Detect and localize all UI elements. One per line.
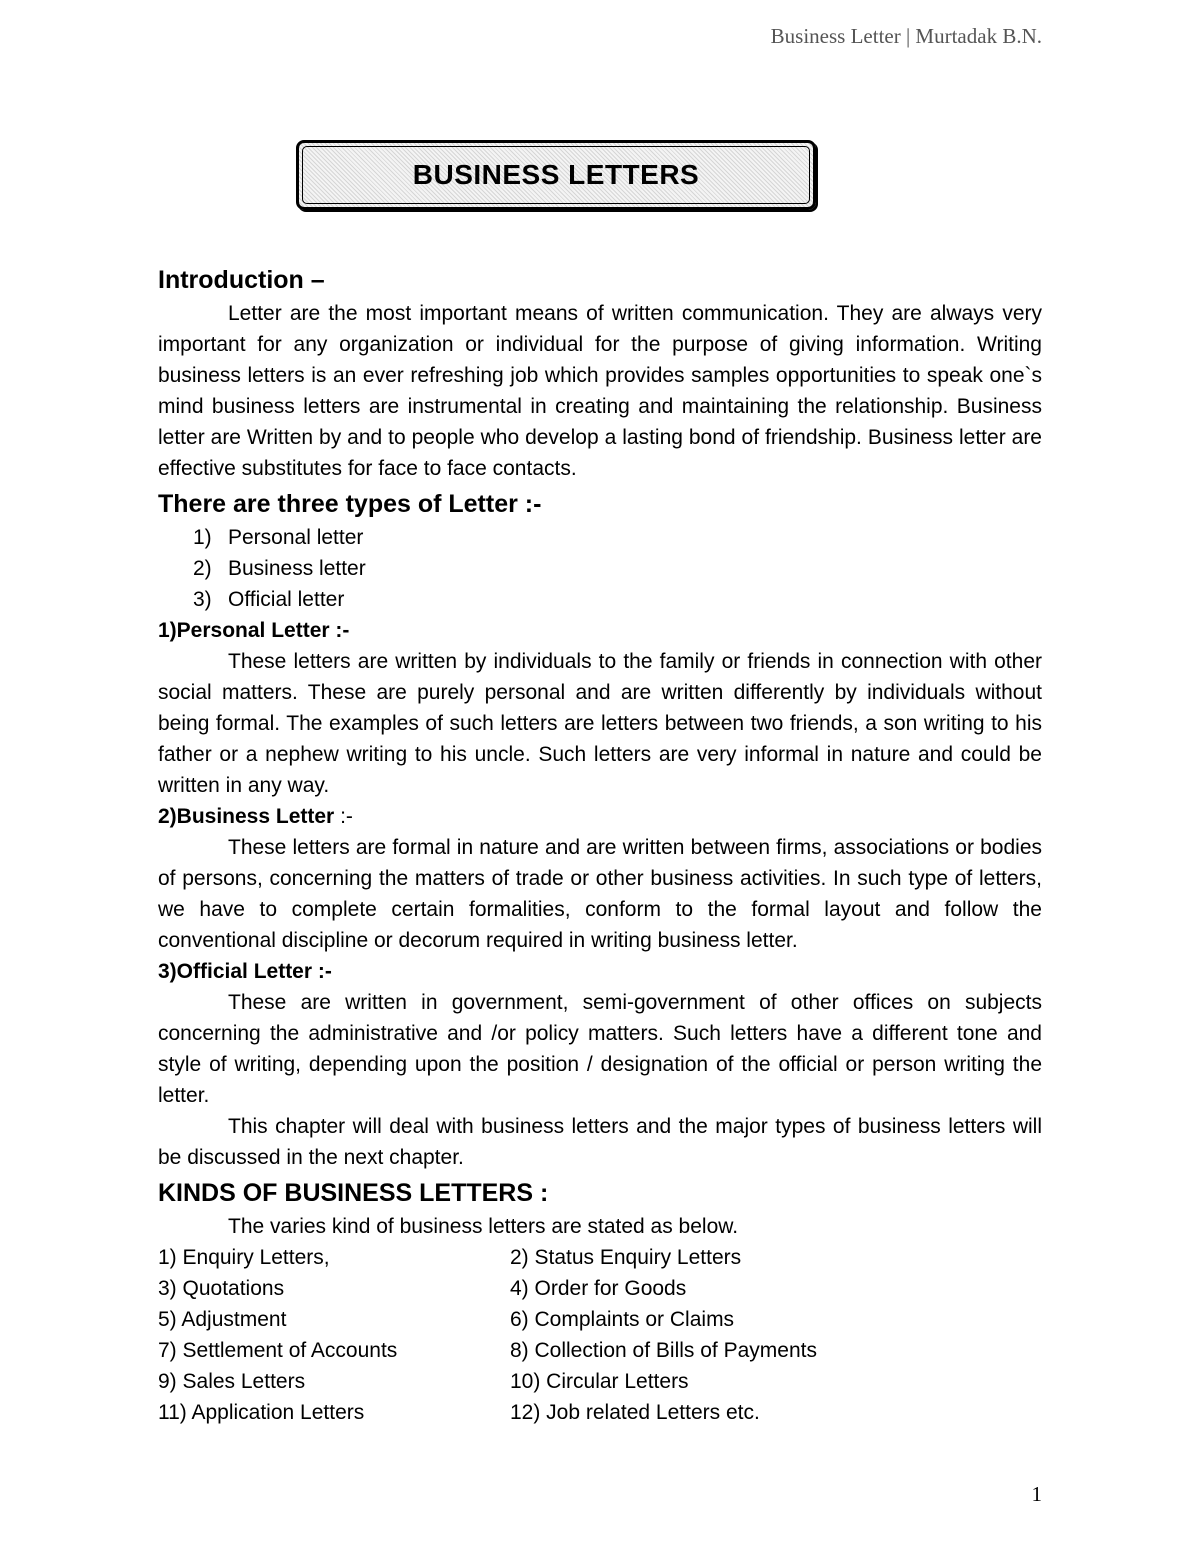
- business-letter-heading: 2)Business Letter :-: [158, 805, 353, 828]
- list-item: 1) Enquiry Letters,: [158, 1246, 330, 1269]
- list-item: 2) Status Enquiry Letters: [510, 1246, 742, 1269]
- list-item: 8) Collection of Bills of Payments: [510, 1339, 817, 1362]
- list-item: 6) Complaints or Claims: [510, 1308, 735, 1331]
- running-header: Business Letter | Murtadak B.N.: [770, 24, 1042, 48]
- introduction-paragraph: Letter are the most important means of written communication. They are always very important for any organization or individual for the purpose of giving information. Writing business letters is an ever refreshing job which provides samples opportunities to speak one`s mind business letters are instrumental in creating and maintaining the relationship. Business letter are Written by and to people who develop a lasting bond of friendship. Business letter are effective substitutes for face to face contacts.: [158, 302, 1042, 480]
- list-item: 3) Quotations: [158, 1277, 285, 1300]
- list-item: 5) Adjustment: [158, 1308, 287, 1331]
- official-letter-heading: 3)Official Letter :-: [158, 960, 332, 983]
- list-item: 11) Application Letters: [158, 1401, 365, 1424]
- list-item: 4) Order for Goods: [510, 1277, 687, 1300]
- document-body: [158, 262, 1042, 1428]
- official-letter-paragraph: These are written in government, semi-government of other offices on subjects concerning the administrative and /or policy matters. Such letters have a different tone and style of writing, depending upon the position / designation of the official or person writing the letter.: [158, 991, 1042, 1107]
- list-item: 10) Circular Letters: [510, 1370, 689, 1393]
- kinds-list: [158, 1242, 1042, 1428]
- list-item: 2) Business letter: [193, 557, 366, 580]
- personal-letter-heading: 1)Personal Letter :-: [158, 619, 350, 642]
- types-heading: There are three types of Letter :-: [158, 490, 542, 518]
- document-title: BUSINESS LETTERS: [412, 159, 700, 190]
- introduction-heading: Introduction –: [158, 266, 325, 294]
- list-item: 9) Sales Letters: [158, 1370, 306, 1393]
- list-item: 1) Personal letter: [193, 526, 364, 549]
- kinds-heading: KINDS OF BUSINESS LETTERS :: [158, 1179, 549, 1207]
- title-banner: [296, 140, 816, 210]
- kinds-intro: The varies kind of business letters are stated as below.: [228, 1215, 739, 1238]
- list-item: 3) Official letter: [193, 588, 345, 611]
- business-letter-paragraph: These letters are formal in nature and are written between firms, associations or bodies of persons, concerning the matters of trade or other business activities. In such type of letters, we have to complete certain formalities, conform to the formal layout and follow the conventional discipline or decorum required in writing business letter.: [158, 836, 1042, 952]
- list-item: 12) Job related Letters etc.: [510, 1401, 760, 1424]
- page-number: 1: [1031, 1482, 1042, 1506]
- types-list: [158, 522, 1042, 615]
- personal-letter-paragraph: These letters are written by individuals to the family or friends in connection with other social matters. These are purely personal and are written differently by individuals without being formal. The examples of such letters are letters between two friends, a son writing to his father or a nephew writing to his uncle. Such letters are very informal in nature and could be written in any way.: [158, 650, 1042, 797]
- chapter-note-paragraph: This chapter will deal with business letters and the major types of business letters will be discussed in the next chapter.: [158, 1115, 1042, 1169]
- list-item: 7) Settlement of Accounts: [158, 1339, 398, 1362]
